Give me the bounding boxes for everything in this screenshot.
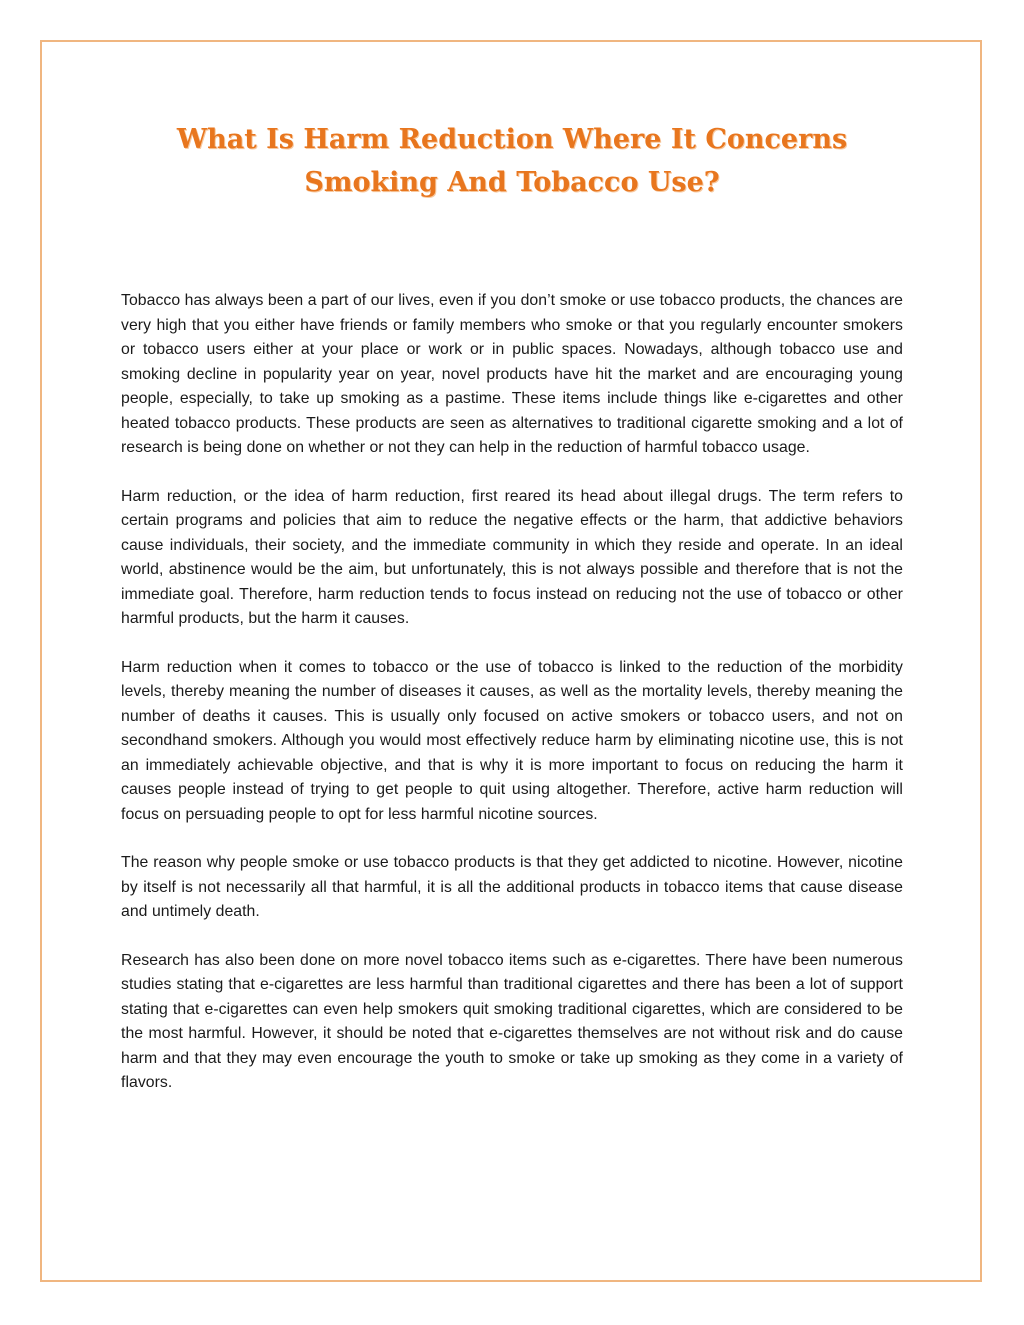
paragraph: Research has also been done on more novel tobacco items such as e-cigarettes. There have been numerous studies stating that e-cigarettes are less harmful than traditional cigarettes and there has been a lot of support stating that e-cigarettes can even help smokers quit smoking traditional cigarettes, which are considered to be the most harmful. However, it should be noted that e-cigarettes themselves are not without risk and do cause harm and that they may even encourage the youth to smoke or take up smoking as they come in a variety of flavors. xyxy=(121,951,903,1091)
paragraph: The reason why people smoke or use tobacco products is that they get addicted to nicotine. However, nicotine by itself is not necessarily all that harmful, it is all the additional products in tobacco items that cause disease and untimely death. xyxy=(121,854,903,920)
document-body xyxy=(121,289,903,1096)
title-line-1: What Is Harm Reduction Where It Concerns xyxy=(176,124,848,155)
paragraph: Harm reduction, or the idea of harm reduction, first reared its head about illegal drugs. The term refers to certain programs and policies that aim to reduce the negative effects or the harm, that addictive behaviors cause individuals, their society, and the immediate community in which they reside and operate. In an ideal world, abstinence would be the aim, but unfortunately, this is not always possible and therefore that is not the immediate goal. Therefore, harm reduction tends to focus instead on reducing not the use of tobacco or other harmful products, but the harm it causes. xyxy=(121,487,903,627)
title-line-2: Smoking And Tobacco Use? xyxy=(304,167,720,198)
document-title xyxy=(120,118,904,204)
paragraph: Tobacco has always been a part of our lives, even if you don’t smoke or use tobacco products, the chances are very high that you either have friends or family members who smoke or that you regularly encounter smokers or tobacco users either at your place or work or in public spaces. Nowadays, although tobacco use and smoking decline in popularity year on year, novel products have hit the market and are encouraging young people, especially, to take up smoking as a pastime. These items include things like e-cigarettes and other heated tobacco products. These products are seen as alternatives to traditional cigarette smoking and a lot of research is being done on whether or not they can help in the reduction of harmful tobacco usage. xyxy=(121,292,903,456)
paragraph: Harm reduction when it comes to tobacco or the use of tobacco is linked to the reduction of the morbidity levels, thereby meaning the number of diseases it causes, as well as the mortality levels, thereby meaning the number of deaths it causes. This is usually only focused on active smokers or tobacco users, and not on secondhand smokers. Although you would most effectively reduce harm by eliminating nicotine use, this is not an immediately achievable objective, and that is why it is more important to focus on reducing the harm it causes people instead of trying to get people to quit using altogether. Therefore, active harm reduction will focus on persuading people to opt for less harmful nicotine sources. xyxy=(121,658,903,823)
